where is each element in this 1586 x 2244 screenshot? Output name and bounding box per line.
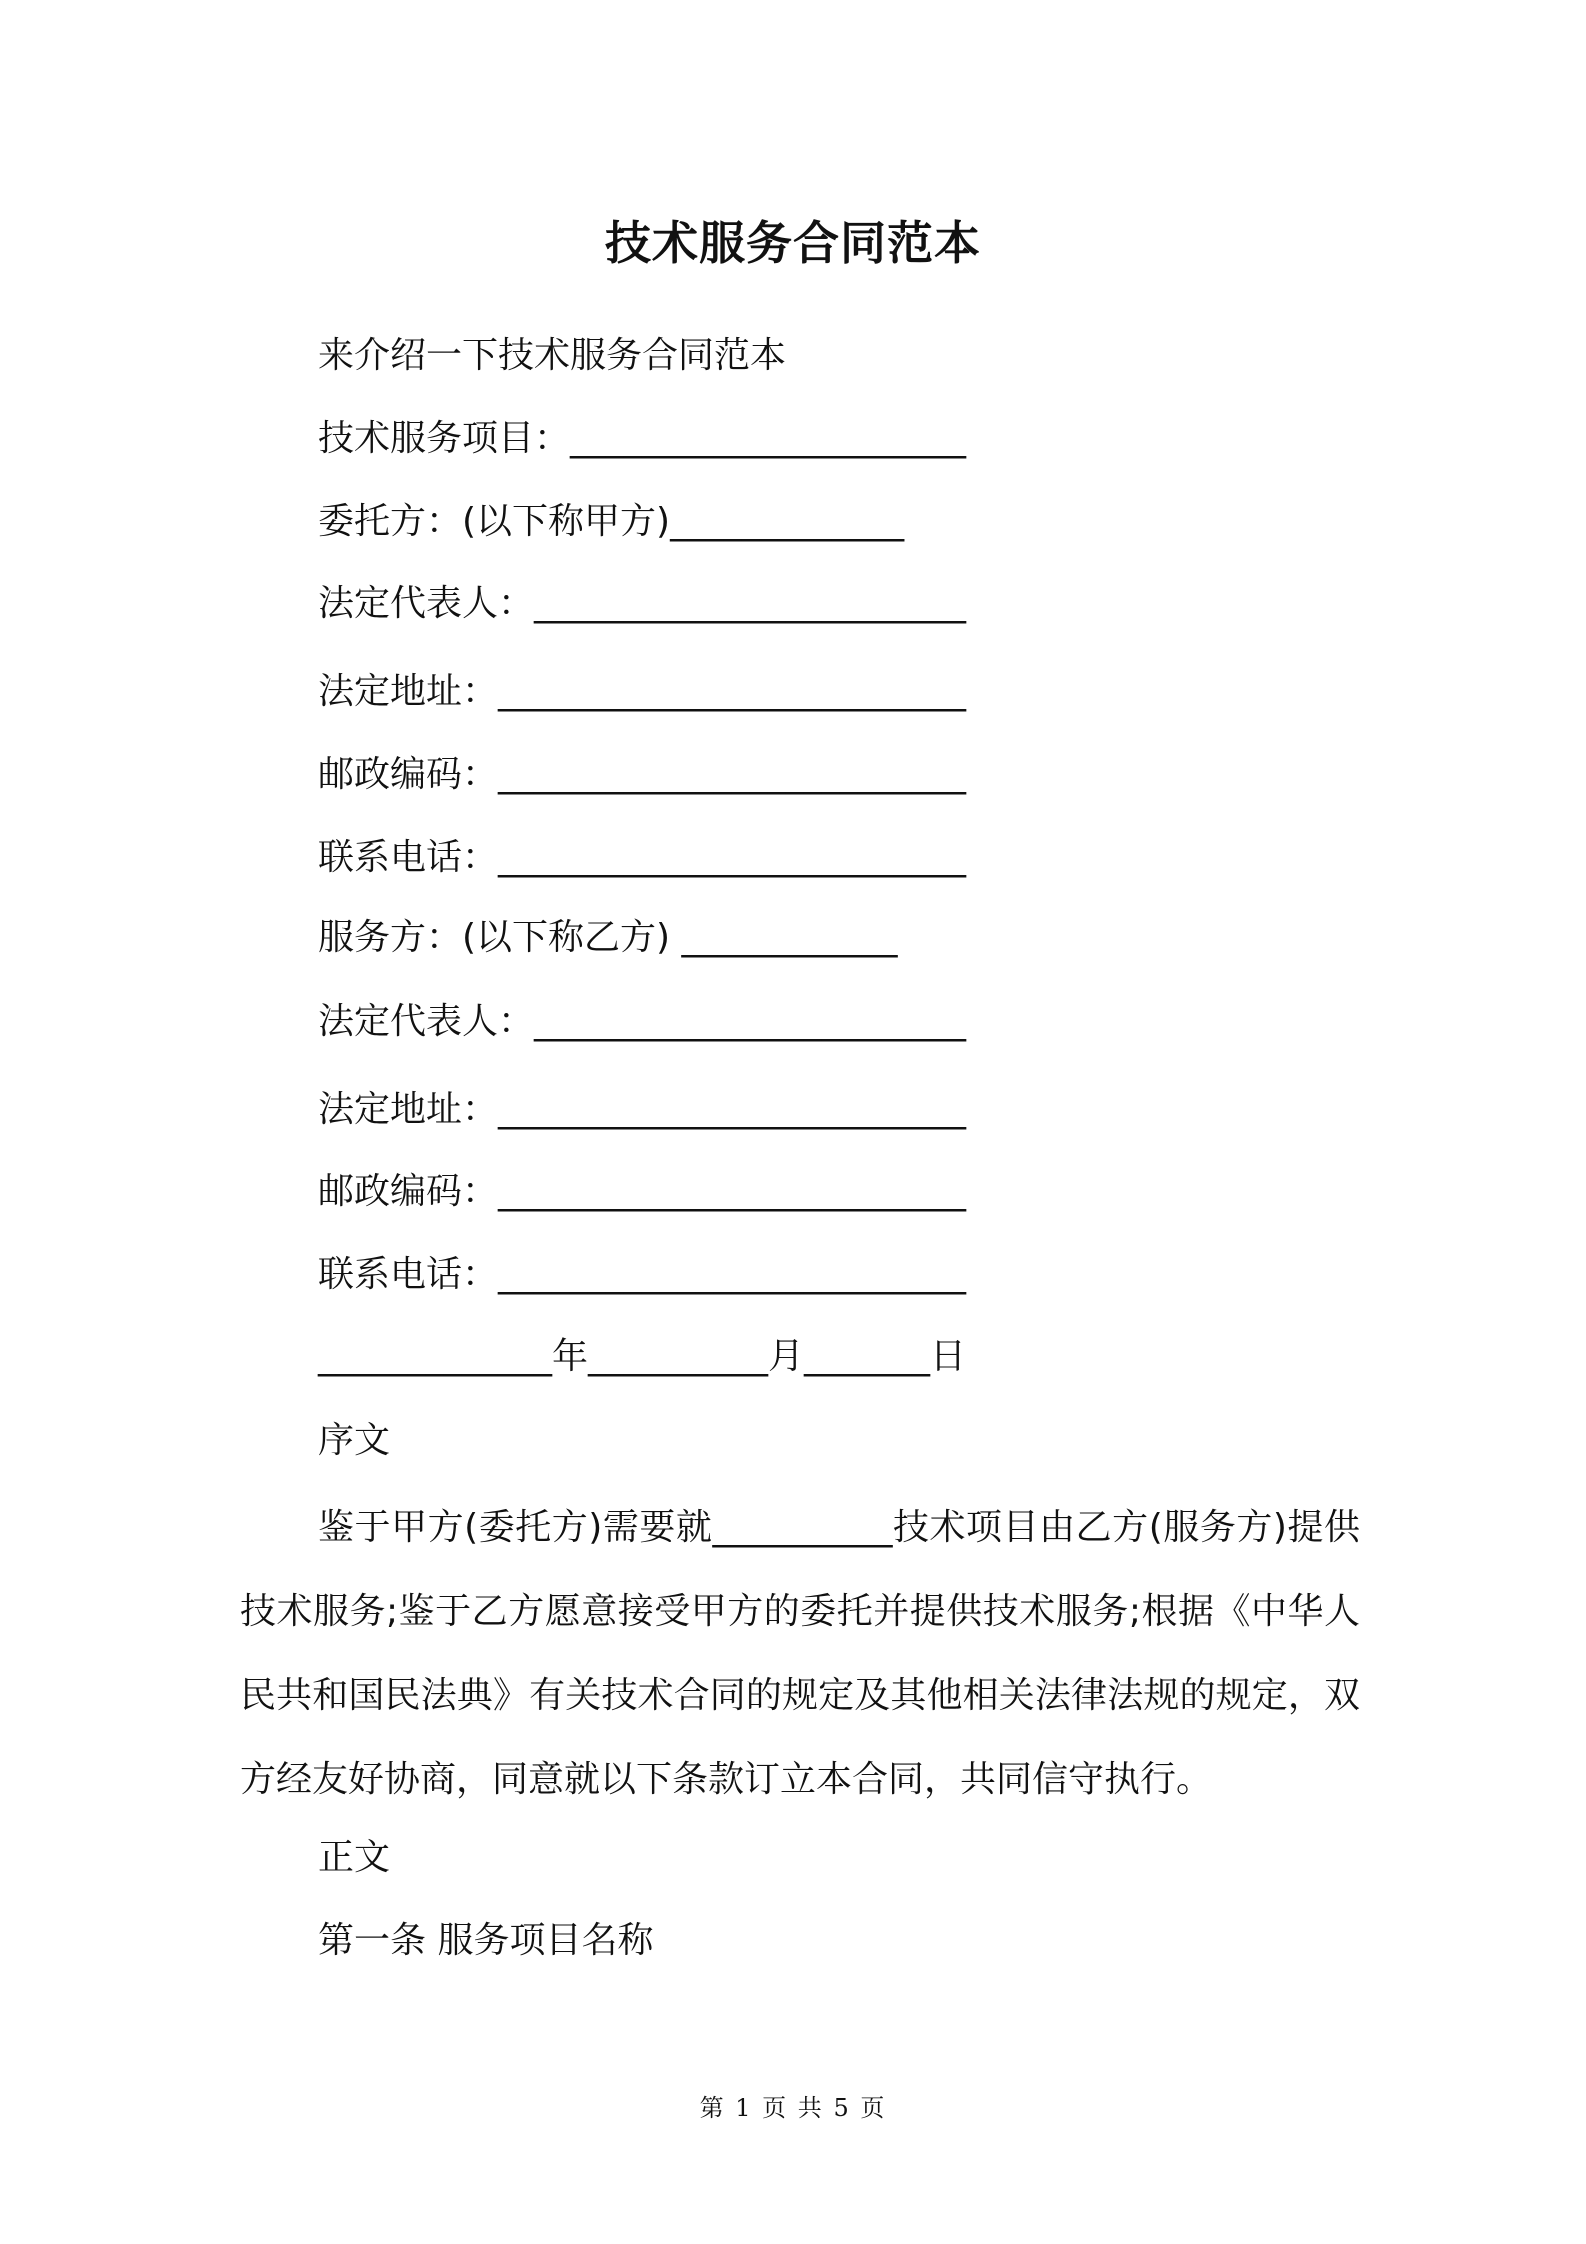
field-date: _____________年__________月_______日 <box>318 1336 966 1377</box>
field-provider-phone: 联系电话：__________________________ <box>318 1254 967 1295</box>
field-client-legal-rep: 法定代表人：________________________ <box>318 583 967 624</box>
field-provider-postcode: 邮政编码：__________________________ <box>318 1171 967 1212</box>
field-provider: 服务方：(以下称乙方) ____________ <box>318 917 898 958</box>
intro-line: 来介绍一下技术服务合同范本 <box>318 335 787 376</box>
article-1-heading: 第一条 服务项目名称 <box>318 1920 654 1961</box>
field-client-postcode: 邮政编码：__________________________ <box>318 754 967 795</box>
field-provider-address: 法定地址：__________________________ <box>318 1089 967 1130</box>
document-title: 技术服务合同范本 <box>605 216 981 270</box>
preface-heading: 序文 <box>318 1420 391 1461</box>
page-footer: 第 1 页 共 5 页 <box>699 2094 887 2122</box>
field-provider-legal-rep: 法定代表人：________________________ <box>318 1001 967 1042</box>
preface-paragraph: 鉴于甲方(委托方)需要就__________技术项目由乙方(服务方)提供技术服务;鉴于乙方愿意接受甲方的委托并提供技术服务;根据《中华人民共和国民法典》有关技术合同的规定及其他相关法律法规的规定，双方经友好协商，同意就以下条款订立本合同，共同信守执行。 <box>240 1507 1360 1800</box>
body-heading: 正文 <box>318 1837 391 1878</box>
field-client-phone: 联系电话：__________________________ <box>318 837 967 878</box>
field-client-address: 法定地址：__________________________ <box>318 671 967 712</box>
field-client: 委托方：(以下称甲方)_____________ <box>318 501 905 542</box>
field-service-project: 技术服务项目：______________________ <box>318 418 967 459</box>
